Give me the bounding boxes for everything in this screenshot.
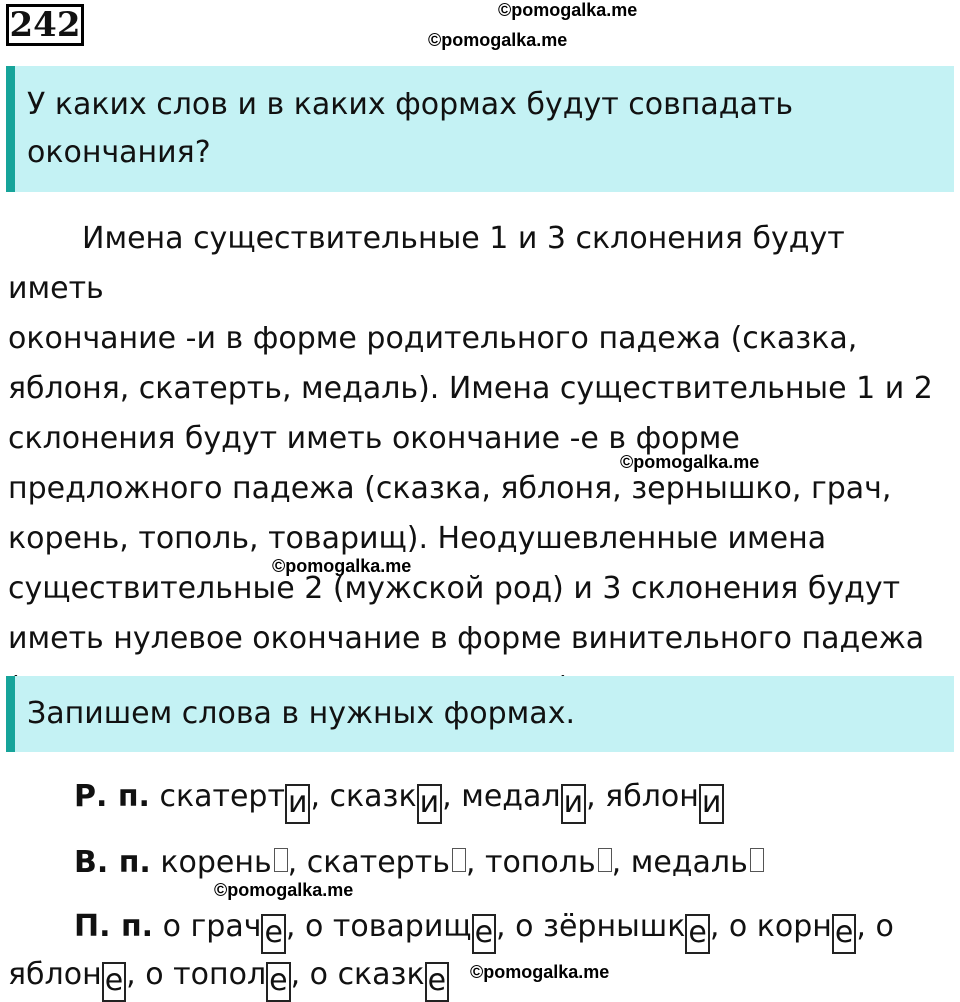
case-label: В. п. [74,845,151,880]
question-line: окончания? [27,135,211,170]
word-stem: яблон [8,957,102,992]
separator: , [496,909,516,944]
task-number: 242 [6,4,84,46]
word-list [162,909,894,950]
answer-paragraph [8,214,948,714]
word-list [8,957,449,998]
answer-line: склонения будут иметь окончание -е в форме [8,421,740,456]
word-stem: скатерт [159,779,285,814]
answer-line: существительные 2 (мужской род) и 3 склонения будут [8,571,901,606]
accusative-line [74,838,960,888]
separator: , [290,957,310,992]
word-stem: о товарищ [304,909,472,944]
instruction-text: Запишем слова в нужных формах. [27,696,575,731]
word-stem: сказк [329,779,417,814]
separator: , [310,779,330,814]
word-ending: и [699,784,725,824]
watermark: ©pomogalka.me [272,556,412,576]
word-stem: о зёрнышк [515,909,686,944]
separator: , [442,779,462,814]
word-stem: яблон [605,779,699,814]
word-list [159,779,725,820]
separator: , о [856,909,894,944]
separator: , [465,845,485,880]
word-stem: медаль [630,845,748,880]
word-stem: о топол [145,957,267,992]
word-ending: е [472,914,496,954]
word-ending: е [425,962,449,1002]
separator: , [287,845,307,880]
word-stem: скатерть [306,845,450,880]
watermark: ©pomogalka.me [470,962,610,982]
watermark: ©pomogalka.me [620,452,760,472]
separator: , [709,909,729,944]
question-line: У каких слов и в каких формах будут совпадать [27,87,794,122]
separator: , [126,957,146,992]
word-stem: о корн [728,909,832,944]
zero-ending-mark [452,848,466,872]
word-ending: и [561,784,587,824]
watermark: ©pomogalka.me [428,30,568,50]
word-ending: е [832,914,856,954]
separator: , [285,909,305,944]
genitive-line [74,772,960,824]
watermark: ©pomogalka.me [214,880,354,900]
word-stem: медал [461,779,561,814]
question-banner [6,66,954,192]
word-ending: е [266,962,290,1002]
word-ending: е [261,914,285,954]
case-label: П. п. [74,909,154,944]
word-stem: тополь [484,845,596,880]
answer-line: корень, тополь, товарищ). Неодушевленные имена [8,521,827,556]
zero-ending-mark [598,848,612,872]
word-ending: е [102,962,126,1002]
word-ending: и [417,784,443,824]
word-ending: е [685,914,709,954]
prepositional-line-continued [8,950,948,1002]
watermark: ©pomogalka.me [498,0,638,20]
answer-line: Имена существительные 1 и 3 склонения будут иметь [8,221,845,306]
answer-line: предложного падежа (сказка, яблоня, зернышко, грач, [8,471,892,506]
word-stem: корень [160,845,272,880]
answer-line: иметь нулевое окончание в форме винительного падежа [8,621,925,656]
prepositional-line [74,902,960,954]
word-ending: и [285,784,311,824]
zero-ending-mark [750,848,764,872]
word-stem: о сказк [309,957,425,992]
answer-line: окончание -и в форме родительного падежа (сказка, [8,321,858,356]
instruction-banner [6,676,954,752]
answer-line: яблоня, скатерть, медаль). Имена существительные 1 и 2 [8,371,933,406]
separator: , [586,779,606,814]
zero-ending-mark [274,848,288,872]
separator: , [611,845,631,880]
word-stem: о грач [162,909,262,944]
word-list [160,845,763,880]
case-label: Р. п. [74,779,150,814]
